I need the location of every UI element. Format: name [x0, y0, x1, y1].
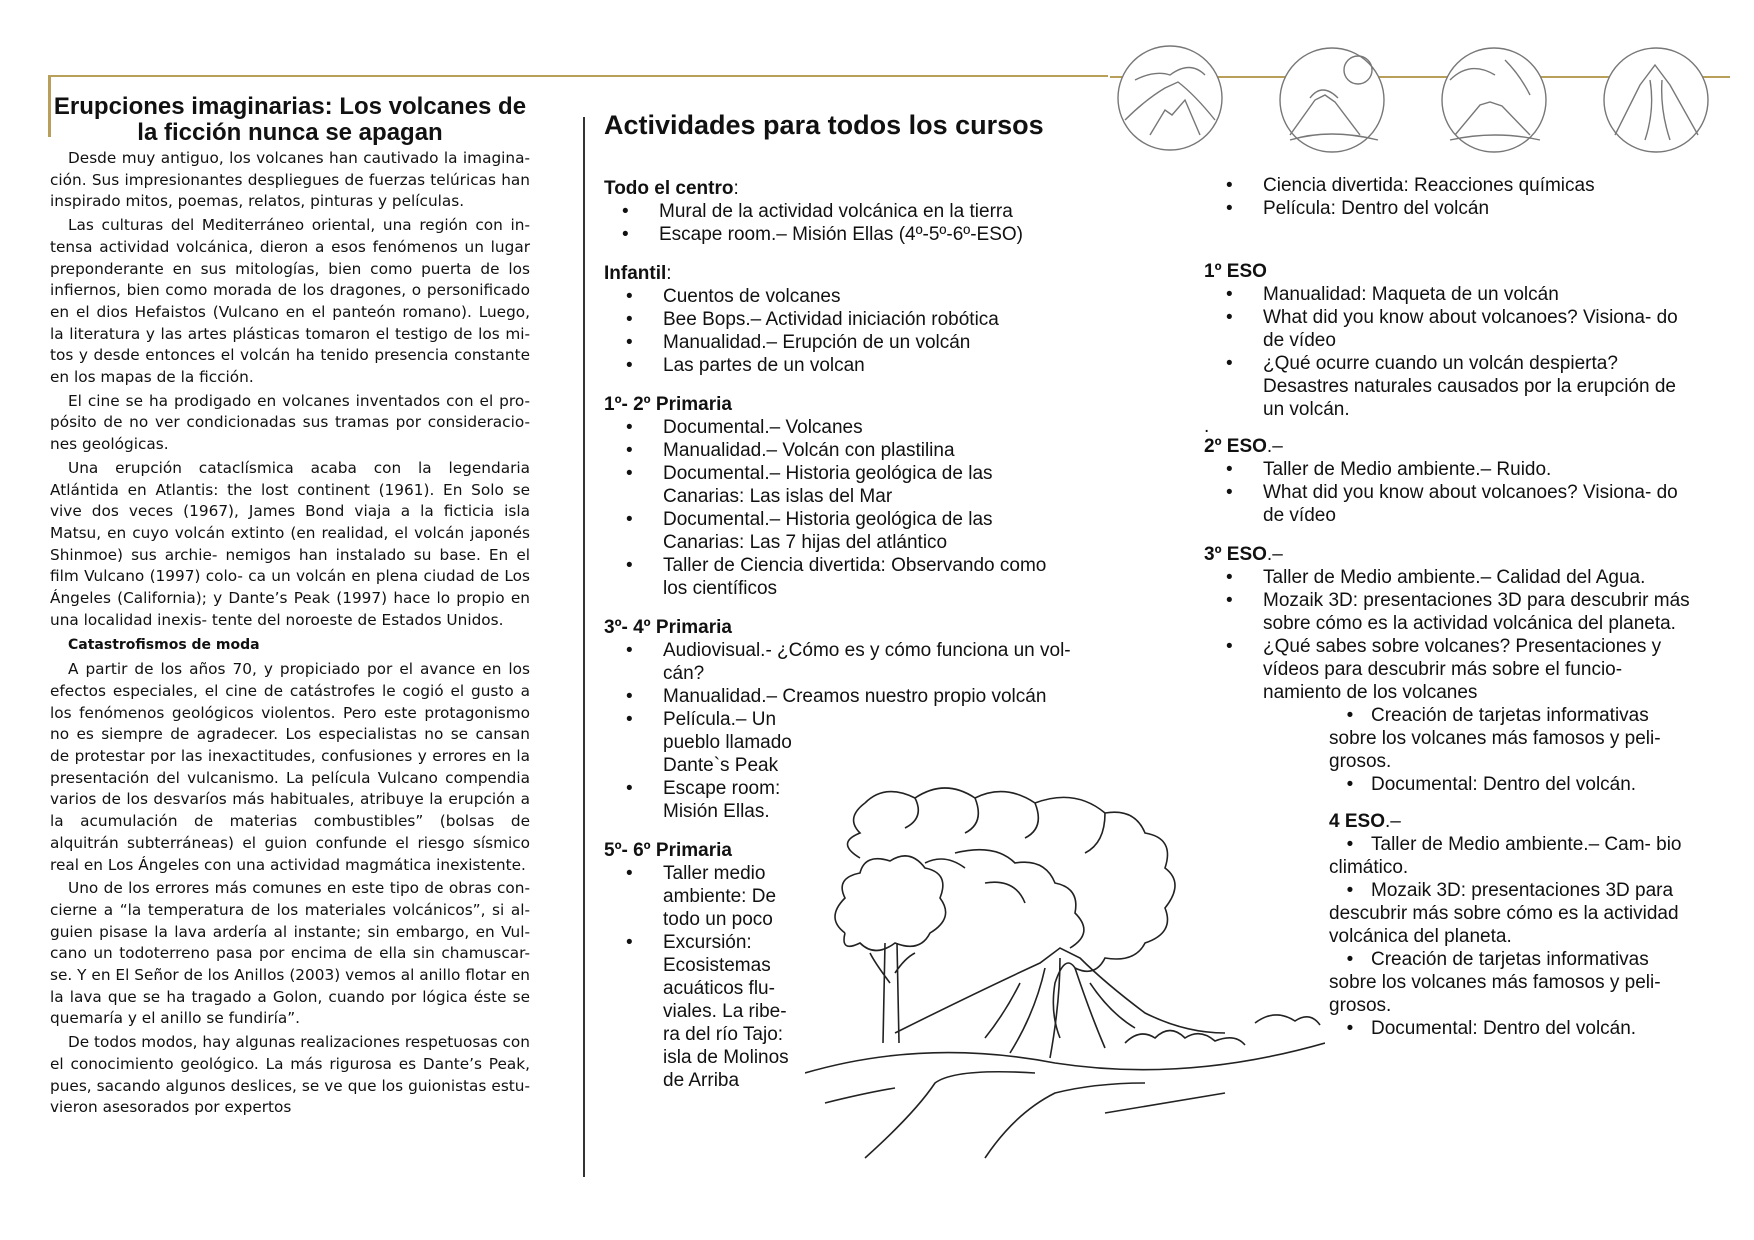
article-paragraph: Las culturas del Mediterráneo oriental, una región con in- tensa actividad volcánica, dieron a esos fenómenos un lugar preponderante en sus mitologías, bien como puerta de los infiernos, bien como morada de los dragones, o personificado en el dios Hefaistos (Vulcano en el panteón romano). Luego, la literatura y las artes plásticas tomaron el testigo de los mi- tos y desde entonces el volcán ha tenido presencia constante en los mapas de la ficción.: [50, 216, 530, 387]
list-item: • Manualidad: Maqueta de un volcán: [1204, 283, 1704, 306]
list-item: • ¿Qué ocurre cuando un volcán despierta? Desastres naturales causados por la erupción de un volcán.: [1204, 352, 1693, 421]
stray-dot: .: [1204, 416, 1210, 437]
globe-volcano-icon: [1118, 46, 1222, 150]
list-item: • Ciencia divertida: Reacciones químicas: [1204, 174, 1704, 197]
lava-volcano-icon: [1604, 48, 1708, 152]
group-3-eso: 3º ESO.– • Taller de Medio ambiente.– Calidad del Agua. • Mozaik 3D: presentaciones 3D para descubrir más sobre cómo es la actividad volcánica del planeta. • ¿Qué sabes sobre volcanes? Presentaciones y vídeos para descubrir más sobre el funcio- namiento de los volcanes • Creación de tarjetas informativas sobre los volcanes más famosos y peli- grosos. • Documental: Dentro del volcán.: [1204, 543, 1704, 796]
article-title: Erupciones imaginarias: Los volcanes de la ficción nunca se apagan: [53, 93, 527, 146]
article: [50, 94, 530, 1121]
list-item: • Audiovisual.- ¿Cómo es y cómo funciona un vol- cán?: [604, 639, 1073, 685]
header-rule: [48, 75, 1108, 77]
article-paragraph: A partir de los años 70, y propiciado por el avance en los efectos especiales, el cine de catástrofes le cogió el gusto a los fenómenos geológicos violentos. Pero este protagonismo no es siempre de agradecer. Los especialistas no se cansan de protestar por las inexactitudes, confusiones y errores en la presentación del vulcanismo. La película Vulcano compendia varios de los desvaríos más habituales, atribuye la erupción a la acumulación de materias combustibles” (bolsas de alquitrán subterráneas) el guion confunde el riesgo sísmico real en Los Ángeles con una actividad magmática inexistente.: [50, 660, 530, 874]
article-paragraph: Una erupción cataclísmica acaba con la legendaria Atlántida en Atlantis: the lost continent (1961). En Solo se vive dos veces (1967), James Bond viaja a la ficticia isla Matsu, en cuyo volcán extinto (en realidad, el volcán japonés Shinmoe) sus archie- nemigos han instalado su base. En el film Vulcano (1997) colo- ca un volcán en plena ciudad de Los Ángeles (California); y Dante’s Peak (1997) hace lo propio en una localidad inexis- tente del noroeste de Estados Unidos.: [50, 458, 530, 629]
group-1-eso: [1204, 260, 1704, 437]
list-item: • Taller de Ciencia divertida: Observando como los científicos: [604, 554, 1073, 600]
group-label: 4 ESO: [1329, 811, 1385, 832]
list-item: • Manualidad.– Erupción de un volcán: [604, 331, 1124, 354]
group-label: Todo el centro: [604, 178, 734, 199]
list-item: • Excursión: Ecosistemas acuáticos flu- viales. La ribe- ra del río Tajo: isla de Molinos de Arriba: [604, 931, 793, 1092]
list-item: • Película: Dentro del volcán: [1204, 197, 1704, 220]
article-paragraph: Desde muy antiguo, los volcanes han cautivado la imagina- ción. Sus impresionantes despliegues de fuerzas telúricas han inspirado mitos, poemas, relatos, pinturas y películas.: [50, 149, 530, 211]
list-item: • Las partes de un volcan: [604, 354, 1124, 377]
list-item: • Documental.– Volcanes: [604, 416, 1124, 439]
volcano-illustration: [805, 783, 1325, 1163]
list-item: • What did you know about volcanoes? Visiona- do de vídeo: [1204, 481, 1693, 527]
list-item: • What did you know about volcanoes? Visiona- do de vídeo: [1204, 306, 1693, 352]
group-label: 5º- 6º Primaria: [604, 840, 732, 861]
list-item: • Mozaik 3D: presentaciones 3D para descubrir más sobre cómo es la actividad volcánica del planeta.: [1329, 880, 1679, 947]
list-item: • Manualidad.– Volcán con plastilina: [604, 439, 1124, 462]
group-todo-el-centro: Todo el centro: • Mural de la actividad volcánica en la tierra • Escape room.– Misión Ellas (4º-5º-6º-ESO): [604, 177, 1124, 246]
list-item: • Bee Bops.– Actividad iniciación robótica: [604, 308, 1124, 331]
list-item: • Escape room.– Misión Ellas (4º-5º-6º-ESO): [604, 223, 1124, 246]
article-subheading: Catastrofismos de moda: [68, 637, 260, 654]
group-4-eso: 4 ESO.– • Taller de Medio ambiente.– Cam- bio climático. • Mozaik 3D: presentaciones 3D para descubrir más sobre cómo es la actividad volcánica del planeta. • Creación de tarjetas informativas sobre los volcanes más famosos y peli- grosos. • Documental: Dentro del volcán.: [1329, 810, 1689, 1040]
list-item: • Documental.– Historia geológica de las Canarias: Las 7 hijas del atlántico: [604, 508, 1073, 554]
group-infantil: Infantil: • Cuentos de volcanes • Bee Bops.– Actividad iniciación robótica • Manualidad.– Erupción de un volcán • Las partes de un volcan: [604, 262, 1124, 377]
list-item: • Taller de Medio ambiente.– Cam- bio climático.: [1329, 834, 1682, 878]
jungle-volcano-icon: [1442, 48, 1546, 152]
list-item: • Escape room: Misión Ellas.: [604, 777, 813, 823]
header-illustrations: [1110, 40, 1730, 165]
list-item: • Mural de la actividad volcánica en la tierra: [604, 200, 1124, 223]
list-item: • Mozaik 3D: presentaciones 3D para descubrir más sobre cómo es la actividad volcánica del planeta.: [1204, 589, 1693, 635]
volcano-tree-icon: [1280, 48, 1384, 152]
list-item: • Documental: Dentro del volcán.: [1346, 1018, 1637, 1039]
article-paragraph: El cine se ha prodigado en volcanes inventados con el pro- pósito de no ver condicionadas sus tramas por consideracio- nes geológicas.: [50, 391, 530, 454]
group-label: 3º ESO: [1204, 544, 1267, 565]
list-item: • Taller medio ambiente: De todo un poco: [604, 862, 793, 931]
list-item: • Creación de tarjetas informativas sobre los volcanes más famosos y peli- grosos.: [1329, 705, 1661, 772]
column-divider: [583, 117, 585, 1177]
article-paragraph: De todos modos, hay algunas realizaciones respetuosas con el conocimiento geológico. La más rigurosa es Dante’s Peak, pues, sacando algunos deslices, se ve que los guionistas estu- vieron asesorados por expertos: [50, 1033, 530, 1117]
group-label: 1º ESO: [1204, 261, 1267, 282]
list-item: • Taller de Medio ambiente.– Ruido.: [1204, 458, 1704, 481]
list-item: • Creación de tarjetas informativas sobre los volcanes más famosos y peli- grosos.: [1329, 949, 1661, 1016]
list-item: • Documental.– Historia geológica de las Canarias: Las islas del Mar: [604, 462, 1073, 508]
list-item: • ¿Qué sabes sobre volcanes? Presentaciones y vídeos para descubrir más sobre el funcio- namiento de los volcanes: [1204, 635, 1693, 704]
list-item: • Cuentos de volcanes: [604, 285, 1124, 308]
group-label: 1º- 2º Primaria: [604, 394, 732, 415]
group-label: 2º ESO: [1204, 436, 1267, 457]
group-2-eso: 2º ESO.– • Taller de Medio ambiente.– Ruido. • What did you know about volcanoes? Visiona- do de vídeo: [1204, 435, 1704, 527]
list-item: • Taller de Medio ambiente.– Calidad del Agua.: [1204, 566, 1704, 589]
group-1-2-primaria: [604, 393, 1124, 600]
activities-heading: Actividades para todos los cursos: [604, 110, 1044, 140]
list-item: • Película.– Un pueblo llamado Dante`s Peak: [604, 708, 813, 777]
group-label: Infantil: [604, 263, 667, 284]
list-item: • Manualidad.– Creamos nuestro propio volcán: [604, 685, 1124, 708]
article-paragraph: Uno de los errores más comunes en este tipo de obras con- cierne a “la temperatura de los materiales volcánicos”, si al- guien pisase la lava ardería al instante; sin embargo, en Vul- cano un todoterreno pasa por encima de ella sin chamuscar- se. Y en El Señor de los Anillos (2003) vemos al anillo flotar en la lava que se ha tragado a Golon, cuando por lógica éste se quemaría y el anillo se fundiría”.: [50, 879, 530, 1028]
group-label: 3º- 4º Primaria: [604, 617, 732, 638]
list-item: • Documental: Dentro del volcán.: [1346, 774, 1637, 795]
